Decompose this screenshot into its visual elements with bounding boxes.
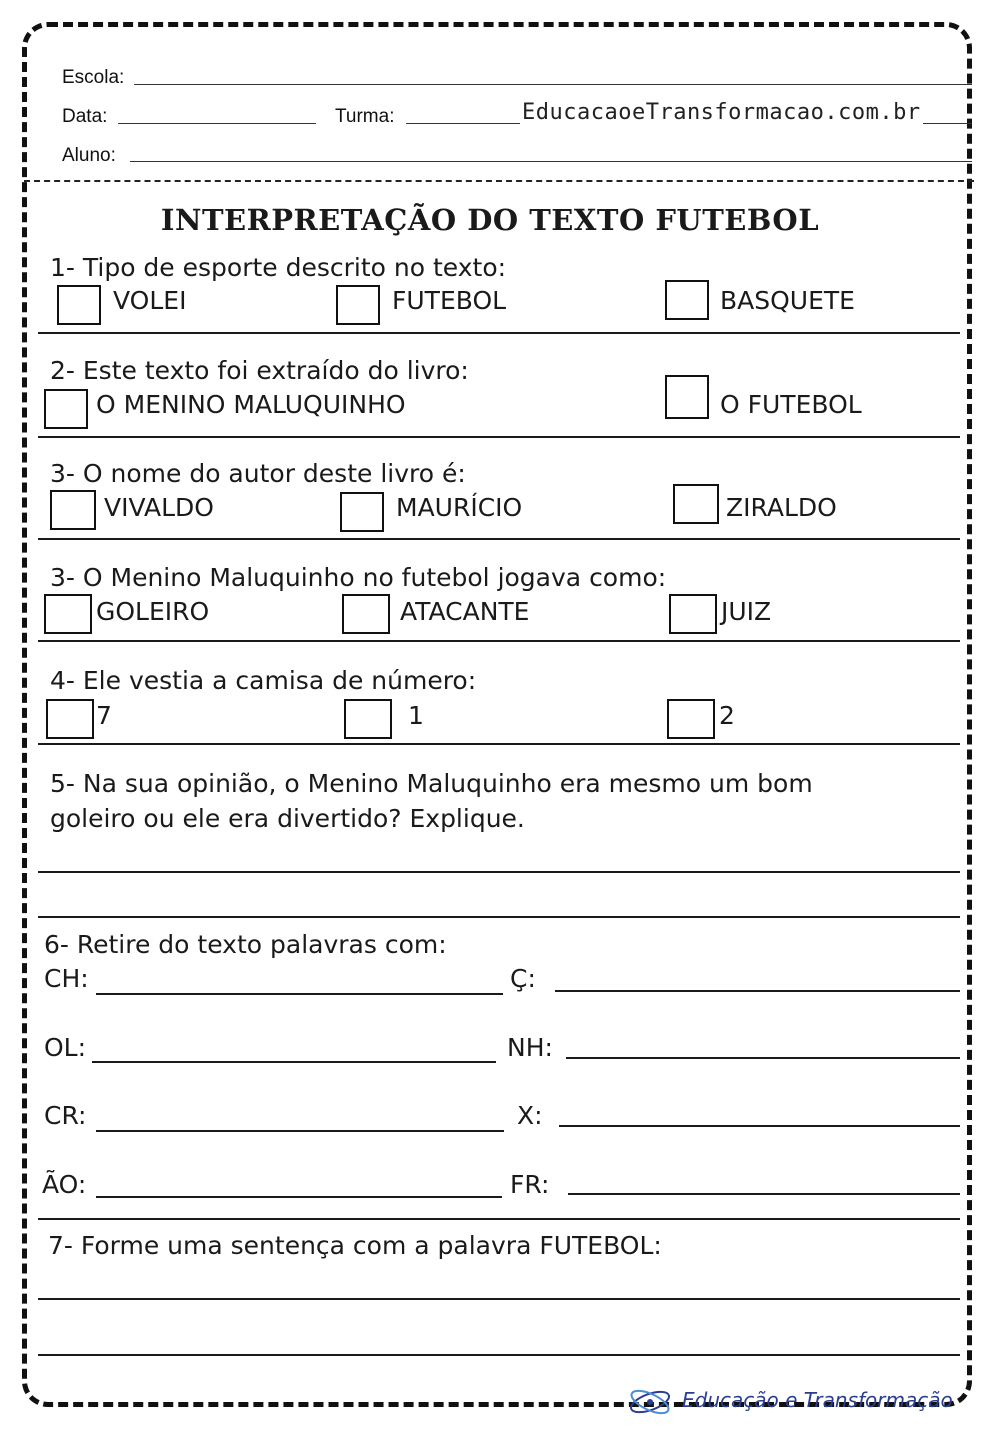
- checkbox-atacante[interactable]: [342, 594, 390, 634]
- question-7: 7- Forme uma sentença com a palavra FUTEBOL:: [48, 1231, 662, 1260]
- option-menino-maluquinho: O MENINO MALUQUINHO: [96, 390, 406, 419]
- question-4: 4- Ele vestia a camisa de número:: [50, 666, 477, 695]
- field-label-c-cedilha: Ç:: [510, 964, 536, 993]
- option-basquete: BASQUETE: [720, 286, 855, 315]
- separator-4: [38, 640, 960, 642]
- separator-1: [38, 332, 960, 334]
- answer-line-fr[interactable]: [568, 1193, 960, 1195]
- data-field[interactable]: [118, 123, 316, 124]
- aluno-field[interactable]: [130, 161, 972, 162]
- option-futebol: FUTEBOL: [392, 286, 507, 315]
- answer-line-cr[interactable]: [96, 1130, 504, 1132]
- field-label-fr: FR:: [510, 1170, 550, 1199]
- checkbox-vivaldo[interactable]: [50, 490, 96, 530]
- aluno-label: Aluno:: [62, 145, 116, 166]
- separator-3: [38, 538, 960, 540]
- option-vivaldo: VIVALDO: [104, 493, 214, 522]
- checkbox-2[interactable]: [667, 699, 715, 739]
- question-3: 3- O nome do autor deste livro é:: [50, 459, 466, 488]
- field-label-ol: OL:: [44, 1033, 87, 1062]
- answer-line-x[interactable]: [559, 1125, 960, 1127]
- option-volei: VOLEI: [113, 286, 187, 315]
- answer-line-ol[interactable]: [92, 1061, 496, 1063]
- field-label-ao: ÃO:: [42, 1170, 87, 1199]
- separator-2: [38, 436, 960, 438]
- option-mauricio: MAURÍCIO: [396, 493, 523, 522]
- checkbox-o-futebol[interactable]: [665, 375, 709, 419]
- option-7: 7: [96, 701, 112, 730]
- question-5-line-1: 5- Na sua opinião, o Menino Maluquinho era mesmo um bom: [50, 769, 813, 798]
- answer-line-c-cedilha[interactable]: [555, 990, 960, 992]
- question-3b: 3- O Menino Maluquinho no futebol jogava como:: [50, 563, 667, 592]
- footer-brand-text: Educação e Transformação: [682, 1388, 953, 1412]
- checkbox-basquete[interactable]: [665, 280, 709, 320]
- answer-line-ao[interactable]: [96, 1196, 502, 1198]
- turma-label: Turma:: [335, 106, 395, 127]
- answer-line-5b[interactable]: [38, 916, 960, 918]
- answer-line-nh[interactable]: [566, 1057, 960, 1059]
- option-1: 1: [408, 701, 424, 730]
- answer-line-7b[interactable]: [38, 1354, 960, 1356]
- field-label-cr: CR:: [44, 1101, 87, 1130]
- checkbox-mauricio[interactable]: [340, 492, 384, 532]
- site-watermark: EducacaoeTransformacao.com.br: [522, 100, 921, 125]
- escola-label: Escola:: [62, 67, 125, 88]
- answer-line-5a[interactable]: [38, 871, 960, 873]
- checkbox-futebol[interactable]: [336, 285, 380, 325]
- option-ziraldo: ZIRALDO: [726, 493, 837, 522]
- option-goleiro: GOLEIRO: [96, 597, 210, 626]
- option-atacante: ATACANTE: [400, 597, 530, 626]
- separator-5: [38, 743, 960, 745]
- page-title: INTERPRETAÇÃO DO TEXTO FUTEBOL: [160, 203, 820, 237]
- checkbox-volei[interactable]: [57, 285, 101, 325]
- data-label: Data:: [62, 106, 108, 127]
- checkbox-juiz[interactable]: [669, 594, 717, 634]
- field-label-nh: NH:: [507, 1033, 553, 1062]
- separator-6: [38, 1218, 960, 1220]
- question-6: 6- Retire do texto palavras com:: [44, 930, 447, 959]
- answer-line-7a[interactable]: [38, 1298, 960, 1300]
- question-1: 1- Tipo de esporte descrito no texto:: [50, 253, 507, 282]
- option-o-futebol: O FUTEBOL: [720, 390, 862, 419]
- checkbox-7[interactable]: [46, 699, 94, 739]
- atom-logo-icon: [628, 1384, 676, 1420]
- answer-line-ch[interactable]: [96, 993, 503, 995]
- option-2: 2: [719, 701, 735, 730]
- checkbox-1[interactable]: [344, 699, 392, 739]
- field-label-ch: CH:: [44, 964, 89, 993]
- checkbox-ziraldo[interactable]: [673, 484, 719, 524]
- header-divider: [24, 180, 974, 182]
- question-5-line-2: goleiro ou ele era divertido? Explique.: [50, 804, 525, 833]
- field-label-x: X:: [517, 1101, 543, 1130]
- escola-field[interactable]: [134, 84, 972, 85]
- checkbox-menino-maluquinho[interactable]: [44, 389, 88, 429]
- question-2: 2- Este texto foi extraído do livro:: [50, 356, 469, 385]
- option-juiz: JUIZ: [721, 597, 772, 626]
- checkbox-goleiro[interactable]: [44, 594, 92, 634]
